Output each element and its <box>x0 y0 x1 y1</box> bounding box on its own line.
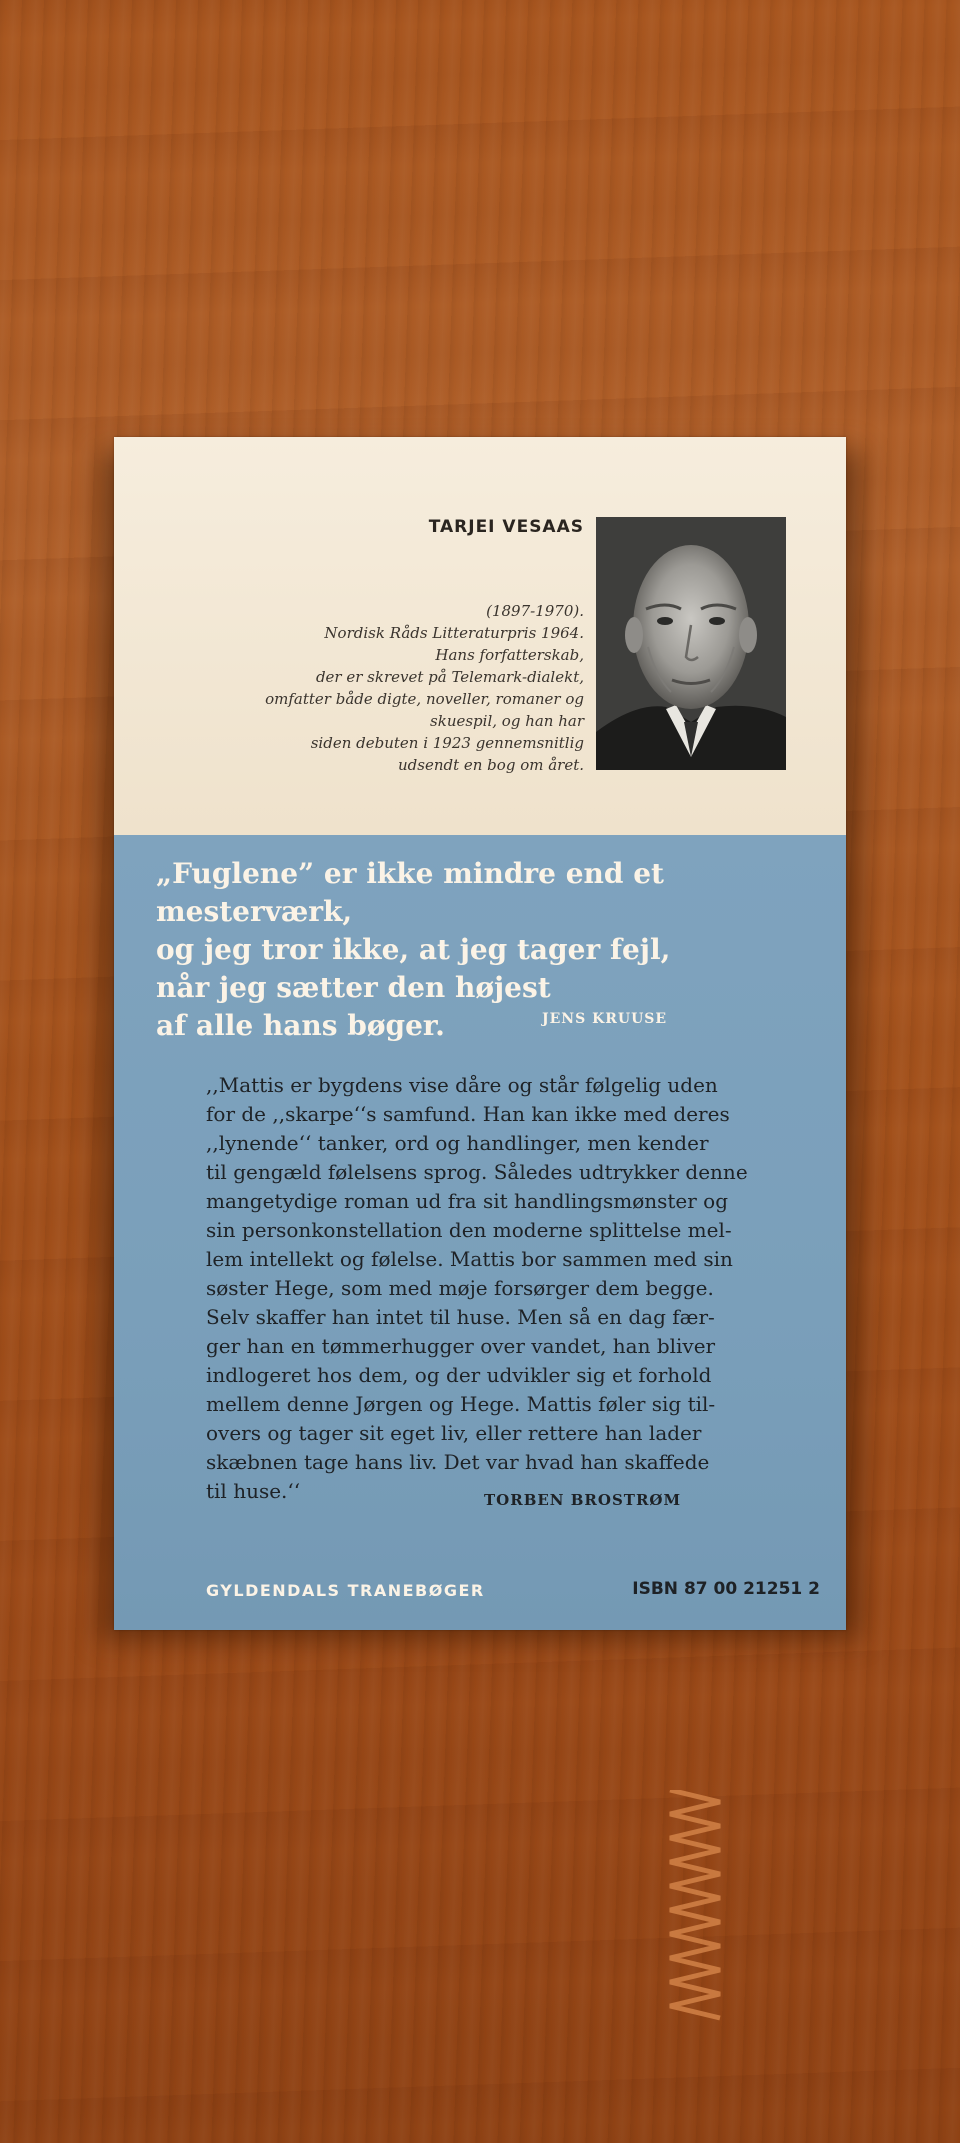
bio-line: omfatter både digte, noveller, romaner og <box>265 690 584 708</box>
blurb-line: for de ,,skarpe‘‘s samfund. Han kan ikke med deres <box>206 1102 730 1126</box>
bio-line: der er skrevet på Telemark-dialekt, <box>315 668 584 686</box>
author-name: TARJEI VESAAS <box>428 517 584 537</box>
blurb-line: sin personkonstellation den moderne splittelse mel- <box>206 1218 732 1242</box>
quote-line: og jeg tror ikke, at jeg tager fejl, <box>156 933 671 966</box>
quote-line: af alle hans bøger. <box>156 1009 445 1042</box>
blurb-line: overs og tager sit eget liv, eller rettere han lader <box>206 1421 702 1445</box>
blurb-panel <box>114 835 846 1630</box>
blurb-line: til gengæld følelsens sprog. Således udtrykker denne <box>206 1160 748 1184</box>
isbn-label: ISBN 87 00 21251 2 <box>632 1579 820 1599</box>
author-panel <box>114 437 846 835</box>
blurb-line: indlogeret hos dem, og der udvikler sig et forhold <box>206 1363 712 1387</box>
wood-saw-marks <box>660 1790 750 2030</box>
blurb-line: ,,lynende‘‘ tanker, ord og handlinger, men kender <box>206 1131 709 1155</box>
quote-line: når jeg sætter den højest <box>156 971 551 1004</box>
bio-line: siden debuten i 1923 gennemsnitlig <box>310 734 584 752</box>
bio-line: Hans forfatterskab, <box>435 646 584 664</box>
blurb-line: Selv skaffer han intet til huse. Men så en dag fær- <box>206 1305 715 1329</box>
review-quote <box>156 855 806 1045</box>
bio-line: skuespil, og han har <box>430 712 584 730</box>
blurb-line: søster Hege, som med møje forsørger dem begge. <box>206 1276 714 1300</box>
author-bio <box>254 600 584 776</box>
blurb-line: ,,Mattis er bygdens vise dåre og står følgelig uden <box>206 1073 718 1097</box>
book-back-cover <box>114 437 846 1630</box>
author-portrait <box>596 517 786 770</box>
bio-line: udsendt en bog om året. <box>397 756 584 774</box>
quote-line: mesterværk, <box>156 895 353 928</box>
bio-line: Nordisk Råds Litteraturpris 1964. <box>324 624 584 642</box>
blurb-line: til huse.‘‘ <box>206 1479 301 1503</box>
blurb-line: mangetydige roman ud fra sit handlingsmønster og <box>206 1189 729 1213</box>
bio-line: (1897-1970). <box>486 602 584 620</box>
quote-author: JENS KRUUSE <box>542 1011 668 1027</box>
blurb-line: mellem denne Jørgen og Hege. Mattis føler sig til- <box>206 1392 716 1416</box>
blurb-text <box>206 1071 806 1506</box>
publisher-label: GYLDENDALS TRANEBØGER <box>206 1581 485 1600</box>
quote-line: „Fuglene” er ikke mindre end et <box>156 857 664 890</box>
portrait-illustration <box>596 517 786 770</box>
blurb-author: TORBEN BROSTRØM <box>484 1491 682 1509</box>
blurb-line: ger han en tømmerhugger over vandet, han bliver <box>206 1334 716 1358</box>
blurb-line: skæbnen tage hans liv. Det var hvad han skaffede <box>206 1450 710 1474</box>
blurb-line: lem intellekt og følelse. Mattis bor sammen med sin <box>206 1247 733 1271</box>
